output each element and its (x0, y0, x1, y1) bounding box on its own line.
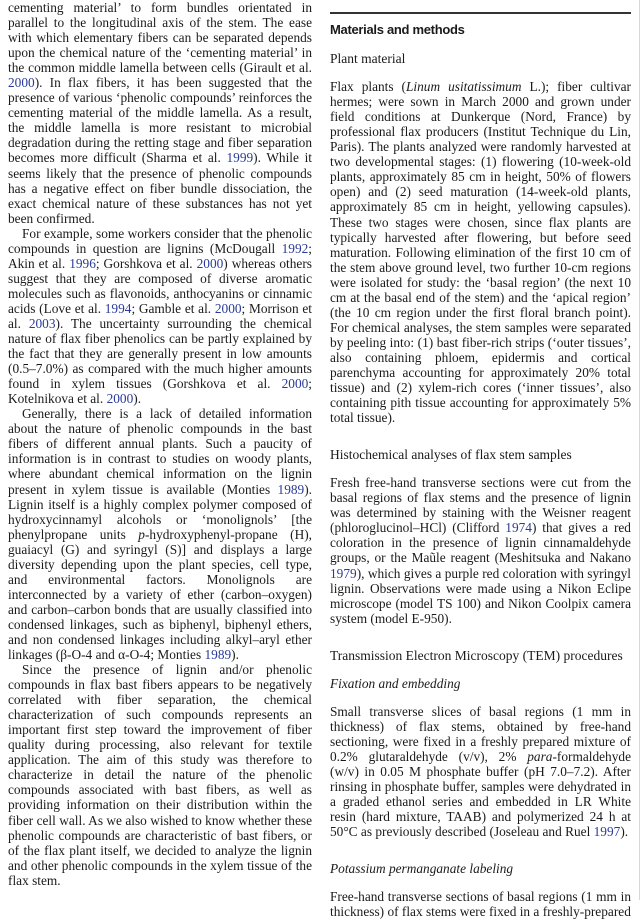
italic-term: p (138, 526, 145, 542)
citation-year-link[interactable]: 1999 (226, 150, 254, 166)
paragraph-fixation: Small transverse slices of basal regions (1 mm in thickness) of flax stems, obtained by free-hand sectioning, were fixed in a freshly prepared mixture of 0.2% glutaraldehyde (v/v), 2% para-formaldehyde (w/v) in 0.05 M phosphate buffer (pH 7.0–7.2). After rinsing in phosphate buffer, samples were dehydrated in a graded ethanol series and embedded in LR White resin (hard mixture, TAAB) and polymerized 24 h at 50°C as previously described (Joseleau and Ruel 1997). (330, 703, 631, 840)
paragraph-intro-4: Since the presence of lignin and/or phenolic compounds in flax bast fibers appears to be negatively correlated with fiber separation, the chemical characterization of such compounds represents an important first step toward the improvement of fiber quality during processing, also relevant for textile application. The aim of this study was therefore to characterize in detail the nature of the phenolic compounds associated with bast fibers, as well as providing information on their distribution within the fiber cell wall. As we also wished to know whether these phenolic compounds are characteristic of bast fibers, or of the flax plant itself, we decided to analyze the lignin and other phenolic compounds in the xylem tissue of the flax stem. (8, 662, 312, 888)
citation-year-link[interactable]: 2000 (106, 391, 134, 407)
citation-year-link[interactable]: 1989 (204, 647, 232, 663)
citation-year-link[interactable]: 2000 (281, 376, 309, 392)
paragraph-intro-1: cementing material’ to form bundles orientated in parallel to the longitudinal axis of the stem. The ease with which elementary fibers can be separated depends upon the chemical nature of the ‘cementing material’ in the common middle lamella between cells (Girault et al. 2000). In flax fibers, it has been suggested that the presence of various ‘phenolic compounds’ reinforces the cementing material of the middle lamella. As a result, the middle lamella is more resistant to microbial degradation during the retting stage and fiber separation becomes more difficult (Sharma et al. 1999). While it seems likely that the presence of phenolic compounds has a negative effect on fiber bundle dissociation, the exact chemical nature of these substances has not yet been confirmed. (8, 0, 312, 226)
citation-year-link[interactable]: 2000 (214, 300, 242, 316)
citation-year-link[interactable]: 1997 (593, 824, 621, 840)
paragraph-intro-2: For example, some workers consider that the phenolic compounds in question are lignins (McDougall 1992; Akin et al. 1996; Gorshkova et al. 2000) whereas others suggest that they are composed of diverse aromatic molecules such as flavonoids, anthocyanins or cinnamic acids (Love et al. 1994; Gamble et al. 2000; Morrison et al. 2003). The uncertainty surrounding the chemical nature of flax fiber phenolics can be partly explained by the fact that they are generally present in low amounts (0.5–7.0%) as compared with the much higher amounts found in xylem tissues (Gorshkova et al. 2000; Kotelnikova et al. 2000). (8, 225, 312, 407)
paragraph-intro-3: Generally, there is a lack of detailed information about the nature of phenolic compounds in the bast fibers of different annual plants. Such a paucity of information is in contrast to studies on woody plants, where abundant chemical information on the lignin present in xylem tissue is available (Monties 1989). Lignin itself is a highly complex polymer composed of hydroxycinnamyl alcohols or ‘monolignols’ [the phenylpropane units p-hydroxyphenyl-propane (H), guaiacyl (G) and syringyl (S)] and displays a large diversity depending upon the plant species, cell type, and environmental factors. Monolignols are interconnected by a variety of ether (carbon–oxygen) and carbon–carbon bonds that are usually classified into condensed linkages, such as biphenyl, biphenyl ethers, and non condensed linkages including alkyl–aryl ether linkages (β-O-4 and α-O-4; Monties 1989). (8, 406, 313, 663)
left-column (8, 0, 312, 888)
subsection-heading-plant-material: Plant material (330, 51, 406, 67)
italic-term: Linum usitatissimum (406, 79, 522, 95)
section-divider (330, 12, 631, 14)
subsection-heading-histochemical: Histochemical analyses of flax stem samples (330, 447, 572, 463)
citation-year-link[interactable]: 1989 (277, 481, 305, 497)
italic-term: para (527, 748, 553, 764)
paragraph-permanganate: Free-hand transverse sections of basal regions (1 mm in thickness) of flax stems were fixed in a freshly-prepared (330, 889, 631, 919)
citation-year-link[interactable]: 2003 (28, 315, 56, 331)
subsubsection-heading-permanganate: Potassium permanganate labeling (330, 861, 514, 877)
citation-year-link[interactable]: 2000 (8, 75, 35, 91)
right-column (330, 0, 631, 919)
subsubsection-heading-fixation: Fixation and embedding (330, 675, 461, 691)
citation-year-link[interactable]: 1994 (104, 300, 132, 316)
paragraph-plant-material: Flax plants (Linum usitatissimum L.); fiber cultivar hermes; were sown in March 2000 and grown under field conditions at Dunkerque (Nord, France) by professional flax producers (Institut Technique du Lin, Paris). The plants analyzed were randomly harvested at two developmental stages: (1) flowering (10-week-old plants, approximately 85 cm in height, 50% of flowers open) and (2) seed maturation (14-week-old plants, approximately 85 cm in height, yellowing capsules). These two stages were chosen, since flax plants are typically harvested after flowering, but before seed maturation. Following elimination of the first 10 cm of the stem above ground level, two further 10-cm regions were isolated for study: the ‘basal region’ (the next 10 cm at the basal end of the stem) and the ‘apical region’ (the 10 cm region under the first floral branch point). For chemical analyses, the stem samples were separated by peeling into: (1) bast fiber-rich strips (‘outer tissues’, also containing phloem, epidermis and cortical parenchyma accounting for approximately 20% total tissue) and (2) xylem-rich cores (‘inner tissues’, also containing pith tissue accounting for approximately 5% total tissue). (330, 79, 632, 426)
section-title: Materials and methods (330, 22, 465, 37)
paragraph-histochemical: Fresh free-hand transverse sections were cut from the basal regions of flax stems and the presence of lignin was determined by staining with the Weisner reagent (phloroglucinol–HCl) (Clifford 1974) that gives a red coloration in the presence of lignin cinnamaldehyde groups, or the Maũle reagent (Meshitsuka and Nakano 1979), which gives a purple red coloration with syringyl lignin. Observations were made using a Nikon Eclipe microscope (model TS 100) and Nikon Coolpix camera system (model E-950). (330, 475, 631, 626)
citation-year-link[interactable]: 1992 (281, 240, 309, 256)
citation-year-link[interactable]: 1996 (69, 255, 96, 271)
citation-year-link[interactable]: 2000 (196, 255, 224, 271)
citation-year-link[interactable]: 1979 (330, 565, 357, 581)
subsection-heading-tem: Transmission Electron Microscopy (TEM) procedures (330, 647, 623, 663)
citation-year-link[interactable]: 1974 (505, 520, 532, 536)
